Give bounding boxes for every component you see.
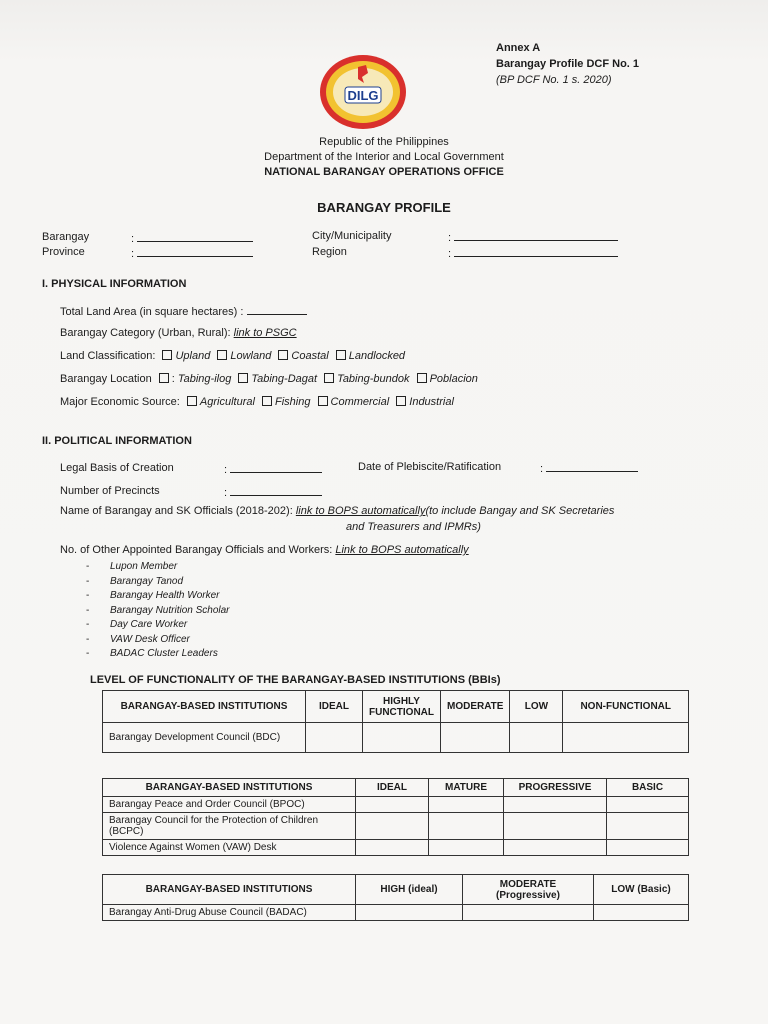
- table-cell[interactable]: [440, 723, 509, 753]
- plebiscite-field[interactable]: :: [540, 461, 638, 475]
- table-cell: Barangay Council for the Protection of Children (BCPC): [103, 813, 356, 840]
- officials-row: [60, 505, 614, 517]
- province-field[interactable]: :: [131, 246, 253, 260]
- list-item: - Barangay Tanod: [86, 575, 230, 590]
- table-row: [103, 813, 689, 840]
- bdc-table: [102, 690, 689, 753]
- table-cell[interactable]: [607, 840, 689, 856]
- tabing-dagat-checkbox[interactable]: [238, 373, 248, 383]
- table-header: MODERATE (Progressive): [463, 875, 594, 905]
- office-text: NATIONAL BARANGAY OPERATIONS OFFICE: [264, 166, 504, 178]
- table-cell[interactable]: [504, 797, 607, 813]
- physical-heading: I. PHYSICAL INFORMATION: [42, 278, 187, 290]
- table-cell: Barangay Development Council (BDC): [103, 723, 306, 753]
- region-label: Region: [312, 246, 347, 258]
- political-heading: II. POLITICAL INFORMATION: [42, 435, 192, 447]
- fishing-checkbox[interactable]: [262, 396, 272, 406]
- tabing-bundok-checkbox[interactable]: [324, 373, 334, 383]
- table-row: [103, 723, 689, 753]
- economic-label: Major Economic Source:: [60, 396, 180, 408]
- annex-label: Annex A: [496, 42, 541, 54]
- list-item: - Lupon Member: [86, 560, 230, 575]
- tabing-dagat-option: Tabing-Dagat: [251, 373, 318, 385]
- province-label: Province: [42, 246, 85, 258]
- appointed-bops-link[interactable]: Link to BOPS automatically: [335, 544, 469, 556]
- table-cell[interactable]: [356, 797, 429, 813]
- poblacion-option: Poblacion: [429, 373, 478, 385]
- table-header: IDEAL: [356, 779, 429, 797]
- legal-basis-field[interactable]: :: [224, 462, 322, 476]
- table-header: BARANGAY-BASED INSTITUTIONS: [103, 691, 306, 723]
- classification-row: [60, 350, 405, 362]
- table-cell[interactable]: [510, 723, 563, 753]
- officials-note: (to include Bangay and SK Secretaries: [425, 505, 615, 517]
- precincts-field[interactable]: :: [224, 485, 322, 499]
- annex-block: [496, 40, 639, 88]
- workers-list: [86, 560, 230, 662]
- table-cell[interactable]: [504, 813, 607, 840]
- table-cell[interactable]: [429, 797, 504, 813]
- lowland-checkbox[interactable]: [217, 350, 227, 360]
- list-item: - Barangay Health Worker: [86, 589, 230, 604]
- table-cell[interactable]: [356, 813, 429, 840]
- form-number: Barangay Profile DCF No. 1: [496, 58, 640, 70]
- land-area-label: Total Land Area (in square hectares) :: [60, 306, 244, 318]
- page-title: BARANGAY PROFILE: [317, 200, 451, 215]
- table-cell[interactable]: [563, 723, 689, 753]
- tabing-bundok-option: Tabing-bundok: [337, 373, 410, 385]
- table-header: IDEAL: [306, 691, 363, 723]
- classification-label: Land Classification:: [60, 350, 156, 362]
- table-header: LOW (Basic): [594, 875, 689, 905]
- barangay-field[interactable]: :: [131, 231, 253, 245]
- department-text: Department of the Interior and Local Government: [264, 151, 504, 163]
- form-series: (BP DCF No. 1 s. 2020): [496, 74, 612, 86]
- table-header: MATURE: [429, 779, 504, 797]
- table-header: BARANGAY-BASED INSTITUTIONS: [103, 875, 356, 905]
- economic-row: [60, 396, 454, 408]
- upland-option: Upland: [175, 350, 211, 362]
- city-field[interactable]: :: [448, 230, 618, 244]
- table-header: LOW: [510, 691, 563, 723]
- republic-text: Republic of the Philippines: [319, 136, 449, 148]
- table-header: HIGH (ideal): [356, 875, 463, 905]
- legal-basis-label: Legal Basis of Creation: [60, 462, 174, 474]
- location-label: Barangay Location: [60, 373, 152, 385]
- table-cell[interactable]: [504, 840, 607, 856]
- table-cell[interactable]: [356, 840, 429, 856]
- location-row: Barangay Location : Tabing-ilog Tabing-Dagat Tabing-bundok Poblacion: [60, 373, 478, 385]
- land-area-field[interactable]: [247, 304, 307, 315]
- table-cell: Barangay Peace and Order Council (BPOC): [103, 797, 356, 813]
- poblacion-checkbox[interactable]: [417, 373, 427, 383]
- plebiscite-label: Date of Plebiscite/Ratification: [358, 461, 502, 473]
- table-cell[interactable]: [306, 723, 363, 753]
- table-cell[interactable]: [594, 905, 689, 921]
- landlocked-option: Landlocked: [348, 350, 406, 362]
- list-item: - VAW Desk Officer: [86, 633, 230, 648]
- table-row: [103, 840, 689, 856]
- coastal-checkbox[interactable]: [278, 350, 288, 360]
- officials-label: Name of Barangay and SK Officials (2018-202):: [60, 505, 293, 517]
- functionality-heading: LEVEL OF FUNCTIONALITY OF THE BARANGAY-BASED INSTITUTIONS (BBIs): [90, 674, 501, 686]
- location-checkbox[interactable]: [159, 373, 169, 383]
- list-item: - Day Care Worker: [86, 618, 230, 633]
- commercial-checkbox[interactable]: [318, 396, 328, 406]
- lowland-option: Lowland: [230, 350, 272, 362]
- table-row: [103, 797, 689, 813]
- table-cell: Barangay Anti-Drug Abuse Council (BADAC): [103, 905, 356, 921]
- table-cell[interactable]: [356, 905, 463, 921]
- appointed-row: [60, 544, 469, 556]
- psgc-link[interactable]: link to PSGC: [233, 327, 297, 339]
- table-header: BARANGAY-BASED INSTITUTIONS: [103, 779, 356, 797]
- table-header: HIGHLY FUNCTIONAL: [363, 691, 441, 723]
- table-cell[interactable]: [463, 905, 594, 921]
- table-cell: Violence Against Women (VAW) Desk: [103, 840, 356, 856]
- agricultural-checkbox[interactable]: [187, 396, 197, 406]
- land-area-row: [60, 304, 307, 318]
- commercial-option: Commercial: [330, 396, 390, 408]
- table-cell[interactable]: [363, 723, 441, 753]
- agricultural-option: Agricultural: [199, 396, 255, 408]
- table-cell[interactable]: [429, 840, 504, 856]
- industrial-option: Industrial: [409, 396, 454, 408]
- table-cell[interactable]: [607, 797, 689, 813]
- tabing-ilog-option: Tabing-ilog: [177, 373, 232, 385]
- coastal-option: Coastal: [291, 350, 329, 362]
- table-cell[interactable]: [607, 813, 689, 840]
- fishing-option: Fishing: [274, 396, 311, 408]
- category-row: [60, 327, 297, 339]
- badac-table: [102, 874, 689, 921]
- list-item: - Barangay Nutrition Scholar: [86, 604, 230, 619]
- appointed-label: No. of Other Appointed Barangay Officials and Workers:: [60, 544, 333, 556]
- logo-text: DILG: [347, 88, 379, 103]
- table-cell[interactable]: [429, 813, 504, 840]
- city-label: City/Municipality: [312, 230, 392, 242]
- table-header: PROGRESSIVE: [504, 779, 607, 797]
- officials-bops-link[interactable]: link to BOPS automatically: [295, 505, 426, 517]
- table-header: NON-FUNCTIONAL: [563, 691, 689, 723]
- table-header: MODERATE: [440, 691, 509, 723]
- landlocked-checkbox[interactable]: [336, 350, 346, 360]
- category-label: Barangay Category (Urban, Rural):: [60, 327, 231, 339]
- industrial-checkbox[interactable]: [396, 396, 406, 406]
- precincts-label: Number of Precincts: [60, 485, 160, 497]
- officials-note-cont: and Treasurers and IPMRs): [346, 521, 481, 533]
- list-item: - BADAC Cluster Leaders: [86, 647, 230, 662]
- table-row: [103, 905, 689, 921]
- upland-checkbox[interactable]: [162, 350, 172, 360]
- table-header: BASIC: [607, 779, 689, 797]
- barangay-label: Barangay: [42, 231, 90, 243]
- dilg-seal-logo: [318, 53, 408, 131]
- bpoc-table: [102, 778, 689, 856]
- region-field[interactable]: :: [448, 246, 618, 260]
